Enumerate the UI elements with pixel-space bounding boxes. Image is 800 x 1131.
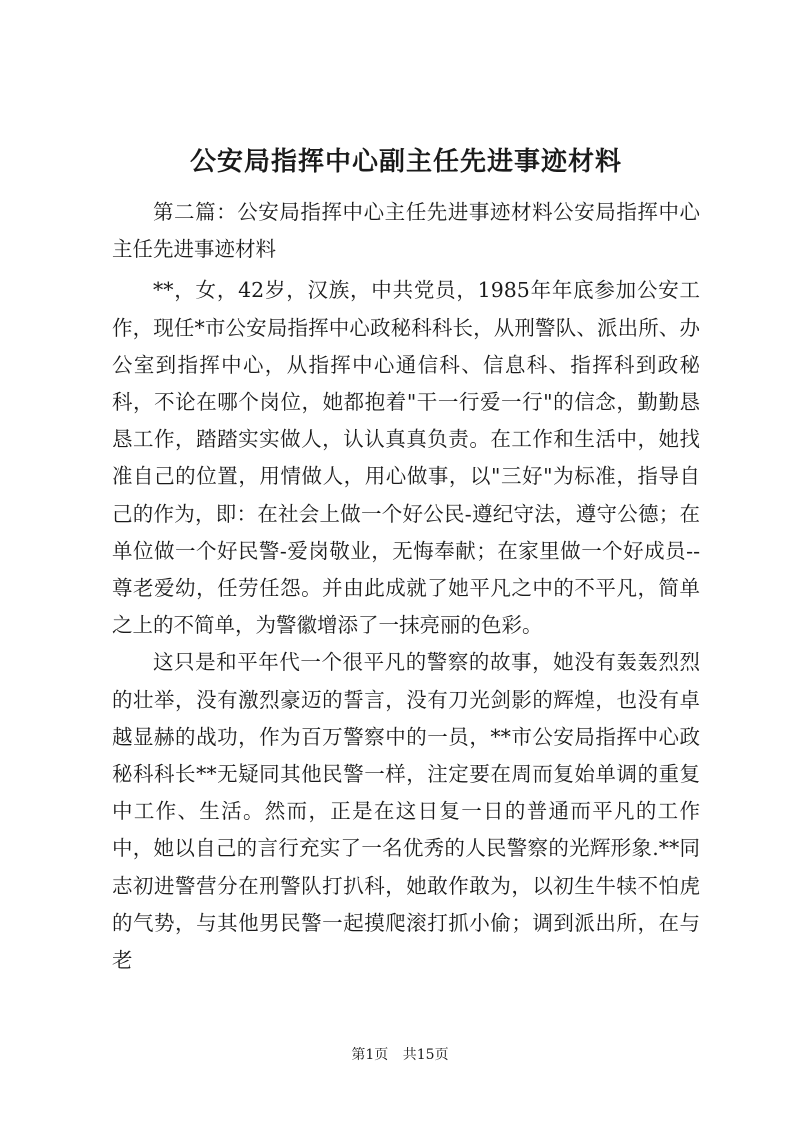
page-number: 第1页 — [351, 1047, 389, 1063]
document-subtitle: 第二篇：公安局指挥中心主任先进事迹材料公安局指挥中心主任先进事迹材料 — [112, 200, 700, 262]
body-paragraph: 这只是和平年代一个很平凡的警察的故事，她没有轰轰烈烈的壮举，没有激烈豪迈的誓言，没有刀光剑影的辉煌，也没有卓越显赫的战功，作为百万警察中的一员，**市公安局指挥中心政秘科科长**无疑同其他民警一样，注定要在周而复始单调的重复中工作、生活。然而，正是在这日复一日的普通而平凡的工作中，她以自己的言行充实了一名优秀的人民警察的光辉形象.**同志初进警营分在刑警队打扒科，她敢作敢为，以初生牛犊不怕虎的气势，与其他男民警一起摸爬滚打抓小偷；调到派出所，在与老 — [112, 650, 700, 973]
page-footer — [0, 1045, 800, 1065]
document-title: 公安局指挥中心副主任先进事迹材料 — [189, 147, 622, 177]
page-total: 共15页 — [402, 1047, 449, 1063]
body-paragraph: **，女，42岁，汉族，中共党员，1985年年底参加公安工作，现任*市公安局指挥中心政秘科科长，从刑警队、派出所、办公室到指挥中心，从指挥中心通信科、信息科、指挥科到政秘科，不论在哪个岗位，她都抱着"干一行爱一行"的信念，勤勤恳恳工作，踏踏实实做人，认认真真负责。在工作和生活中，她找准自己的位置，用情做人，用心做事，以"三好"为标准，指导自己的作为，即：在社会上做一个好公民-遵纪守法，遵守公德；在单位做一个好民警-爱岗敬业，无悔奉献；在家里做一个好成员--尊老爱幼，任劳任怨。并由此成就了她平凡之中的不平凡，简单之上的不简单，为警徽增添了一抹亮丽的色彩。 — [112, 278, 700, 638]
document-page — [112, 140, 700, 979]
